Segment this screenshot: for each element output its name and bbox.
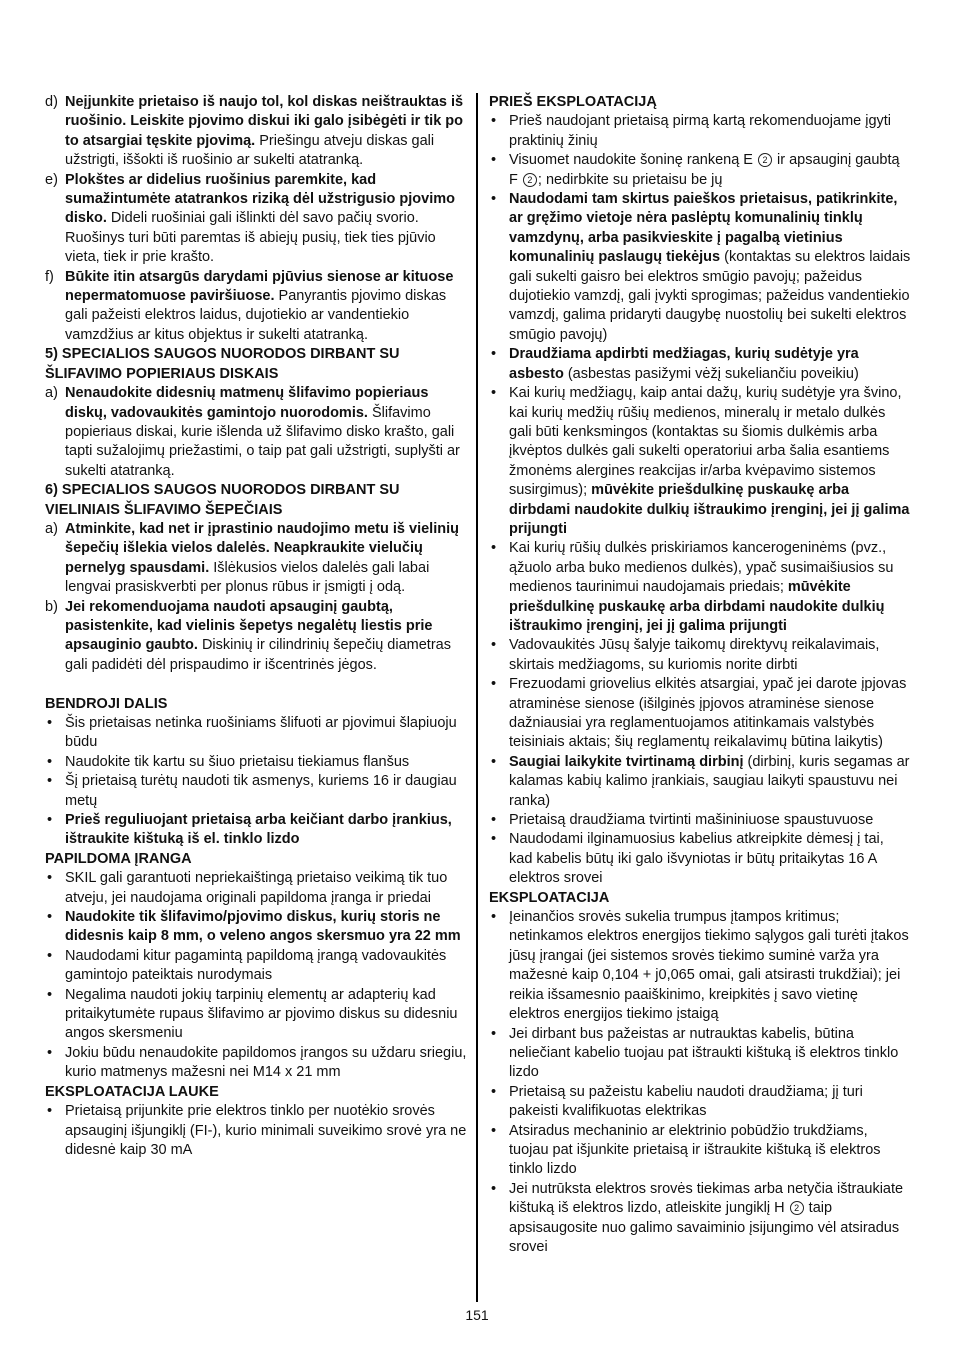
list-item [489,1083,911,1122]
list-item [489,1122,911,1180]
item-bold: Neįjunkite prietaiso iš naujo tol, kol diskas neištrauktas iš ruošinio. Leiskite pjovimo diskui iki galo įsibėgėti ir tik po to atsargiai tęskite pjovimą. [65,94,464,149]
item-text: Prieš naudojant prietaisą pirmą kartą rekomenduojame įgyti praktinių žinių [509,113,892,149]
item-f [45,268,467,346]
bullet: • [491,1083,497,1100]
item-bold: Saugiai laikykite tvirtinamą dirbinį [509,753,744,770]
figure-ref-2-icon: 2 [790,1201,804,1215]
item-bold: Plokštes ar didelius ruošinius paremkite, kad sumažintumėte atatrankos riziką dėl užstrigusio pjovimo disko. [65,171,455,227]
list-item [489,190,911,345]
column-divider [476,93,478,1302]
item-bold: Jei rekomenduojama naudoti apsauginį gaubtą, pasistenkite, kad vielinis šepetys negalėtų liestis prie apsauginio gaubto. [65,598,433,654]
item-label: a) [45,385,58,402]
list-item [45,947,467,986]
item-text: Naudodami kitur pagamintą papildomą įrangą vadovaukitės gamintojo pateiktais nurodymais [65,947,447,984]
list-item [489,753,911,811]
item-text: Šlifavimo popieriaus diskai, kurie išlenda už šlifavimo disko krašto, gali tapti sužalojimų priežastimi, o taip pat gali užstrigti, suplyšti ar sukelti atatranką. [65,404,460,479]
item-text: Vadovaukitės Jūsų šalyje taikomų direktyvų reikalavimais, skirtais medžiagoms, su kuriomis norite dirbti [509,637,880,673]
list-item [489,908,911,1024]
list-item [489,345,911,384]
item-bold: mūvėkite priešdulkinę puskaukę arba dirbdami naudokite dulkių ištraukimo įrenginį, jei jį galima prijungti [509,579,885,634]
bullet: • [491,385,497,402]
item-text: Šis prietaisas netinka ruošiniams šlifuoti ar pjovimui šlapiuoju būdu [65,714,457,751]
bullet: • [491,637,497,654]
bullet: • [491,1122,497,1139]
item-d [45,93,467,171]
bullet: • [491,346,497,363]
item-text: Priešingu atveju diskas gali užstrigti, iššokti iš ruošinio ar sukelti atatranką. [65,132,435,169]
item-text: Kai kurių medžiagų, kaip antai dažų, kurių sudėtyje yra švino, kai kurių medžių rūšių medienos, mineralų ir metalo dulkės gali būti kenksmingos (kontaktas su šiomis dulkėmis arba įkvėptos dulkės gali sukelti operatoriui arba šalia esantiems žmonėms alergines reakcijas ir/arba kvėpavimo sistemos susirgimus); [509,385,902,499]
item-text: ir apsauginį gaubtą F [509,152,900,188]
bullet: • [47,714,53,731]
operation-heading: EKSPLOATACIJA [489,889,610,906]
section-5-heading: 5) SPECIALIOS SAUGOS NUORODOS DIRBANT SU ŠLIFAVIMO POPIERIAUS DISKAIS [45,346,400,382]
item-text: Atsiradus mechaninio ar elektrinio pobūdžio trukdžiams, tuojau pat išjunkite prietaisą ir ištraukite kištuką iš elektros tinklo lizdo [509,1122,881,1178]
item-text: Dideli ruošiniai gali išlinkti dėl savo pačių svorio. Ruošinys turi būti paremtas iš abiejų pusių, tiek ties pjūvio vieta, tiek ir prie krašto. [65,210,436,266]
bullet: • [491,1025,497,1042]
bullet: • [491,753,497,770]
item-text: Frezuodami griovelius elkitės atsargiai, ypač jei darote įpjovas atraminėse sienose (išilginės įpjovos atraminėse sienose dažniausiai yra reglamentuojamos atitinkamais valstybės teisiniais aktais; šių reglamentų reikalavimų būtina laikytis) [509,676,907,751]
bullet: • [47,947,53,964]
section-6-heading: 6) SPECIALIOS SAUGOS NUORODOS DIRBANT SU VIELINIAIS ŠLIFAVIMO ŠEPEČIAIS [45,482,400,518]
figure-ref-2-icon: 2 [758,153,772,167]
item-bold: Prieš reguliuojant prietaisą arba keičiant darbo įrankius, ištraukite kištuką iš el. tinklo lizdo [65,812,452,848]
page-number: 151 [465,1307,489,1323]
list-item [45,908,467,947]
item-e [45,171,467,268]
item-text: Visuomet naudokite šoninę rankeną E [509,152,758,169]
list-item [45,986,467,1044]
item-bold: Nenaudokite didesnių matmenų šlifavimo popieriaus diskų, vadovaukitės gamintojo nuorodomis. [65,385,429,421]
item-bold: Naudodami tam skirtus paieškos prietaisus, patikrinkite, ar gręžimo vietoje nėra paslėptų komunalinių tinklų vamzdynų, arba pasikvieskite į pagalbą vietinius komunalinių paslaugų tiekėjus [509,191,898,266]
bullet: • [47,773,53,790]
bullet: • [47,753,53,770]
list-item [45,1044,467,1083]
item-text: Jei nutrūksta elektros srovės tiekimas arba netyčia ištraukiate kištuką iš elektros lizdo, atleiskite jungiklį H [509,1180,904,1217]
bullet: • [47,909,53,926]
item-bold: Naudokite tik šlifavimo/pjovimo diskus, kurių storis ne didesnis kaip 8 mm, o veleno angos skersmuo yra 22 mm [65,909,461,945]
item-6a [45,520,467,598]
list-item [489,811,911,830]
bullet: • [47,870,53,887]
list-item [489,675,911,753]
bullet: • [491,1180,497,1197]
item-bold: mūvėkite priešdulkinę puskaukę arba dirbdami naudokite dulkių ištraukimo įrenginį, jei jį galima prijungti [509,482,910,537]
item-text: (asbestas pasižymi vėžį sukeliančiu poveikiu) [563,365,859,382]
item-text: Prietaisą draudžiama tvirtinti mašininiuose spaustuvuose [509,812,874,829]
item-text: Naudokite tik kartu su šiuo prietaisu tiekiamus flanšus [65,753,410,770]
general-heading: BENDROJI DALIS [45,695,168,712]
before-use-heading: PRIEŠ EKSPLOATACIJĄ [489,94,657,110]
bullet: • [47,986,53,1003]
item-label: f) [45,268,54,285]
item-text: Prietaisą prijunkite prie elektros tinklo per nuotėkio srovės apsauginį išjungiklį (FI-), kurio minimali suveikimo srovė yra ne didesnė kaip 30 mA [65,1103,467,1158]
item-text: Naudodami ilginamuosius kabelius atkreipkite dėmesį į tai, kad kabelis būtų iki galo išvyniotas ir būtų pritaikytas 16 A elektros srovei [509,831,884,887]
bullet: • [491,191,497,208]
item-text: Prietaisą su pažeistu kabeliu naudoti draudžiama; jį turi pakeisti kvalifikuotas elektrikas [509,1083,863,1120]
list-item [45,772,467,811]
list-item [489,1180,911,1258]
list-item [489,151,911,190]
list-item [489,1025,911,1083]
list-item [489,112,911,151]
item-bold: Draudžiama apdirbti medžiagas, kurių sudėtyje yra asbesto [509,346,859,382]
item-6b [45,598,467,676]
list-item [45,1102,467,1160]
item-label: b) [45,598,58,615]
item-label: a) [45,520,58,537]
item-label: e) [45,171,58,188]
bullet: • [491,152,497,169]
bullet: • [491,909,497,926]
bullet: • [491,113,497,130]
list-item [45,753,467,772]
right-column [489,93,911,1257]
left-column [45,93,467,1160]
bullet: • [491,540,497,557]
list-item [489,384,911,539]
accessories-heading: PAPILDOMA ĮRANGA [45,850,192,867]
item-bold: Atminkite, kad net ir įprastinio naudojimo metu iš vielinių šepečių išlekia vielos dalelės. Neapkraukite vielučių pernelyg spausdami. [65,520,459,576]
bullet: • [491,812,497,829]
outdoor-heading: EKSPLOATACIJA LAUKE [45,1083,219,1100]
bullet: • [491,676,497,693]
bullet: • [47,1103,53,1120]
item-5a [45,384,467,481]
list-item [45,811,467,850]
list-item [489,539,911,636]
item-bold: Būkite itin atsargūs darydami pjūvius sienose ar kituose nepermatomuose paviršiuose. [65,268,454,305]
item-label: d) [45,94,58,110]
item-text: Diskinių ir cilindrinių šepečių diametras gali padidėti dėl prispaudimo ir išcentrinės jėgos. [65,637,451,673]
item-text: Jokiu būdu nenaudokite papildomos įrangos su uždaru sriegiu, kurio matmenys mažesni nei M14 x 21 mm [65,1044,467,1081]
item-text: (dirbinį, kuris segamas ar kalamas kabių kalimo įrankiais, saugiau laikyti spaustuvu nei ranka) [509,753,910,809]
item-text: SKIL gali garantuoti nepriekaištingą prietaiso veikimą tik tuo atveju, jei naudojama originali papildoma įranga ir priedai [65,870,448,906]
list-item [489,830,911,888]
item-text: Šį prietaisą turėtų naudoti tik asmenys, kuriems 16 ir daugiau metų [65,773,457,809]
list-item [45,869,467,908]
item-text: Panyrantis pjovimo diskas gali pažeisti elektros laidus, dujotiekio ar vandentiekio vamzdžius ar kitus objektus ir sukelti atatranką. [65,288,447,343]
bullet: • [491,831,497,848]
item-text: Jei dirbant bus pažeistas ar nutrauktas kabelis, būtina neliečiant kabelio tuojau pat ištraukti kištuką iš elektros tinklo lizdo [509,1025,899,1081]
list-item [489,636,911,675]
item-text: (kontaktas su elektros laidais gali sukelti gaisro bei elektros smūgio pavojų; pažeidus dujotiekio vamzdį, gali įvykti sprogimas; pažeidus vandentiekio vamzdį, galima pridaryti daugybę nuostolių bei sukelti elektros smūgio pavojų) [509,249,911,343]
list-item [45,714,467,753]
item-text: Įeinančios srovės sukelia trumpus įtampos kritimus; netinkamos elektros energijos tiekimo sąlygos gali turėti įtakos jūsų įrangai (jei sistemos srovės tiekimo suminė varža yra mažesnė kaip 0,104 + j0,065 omai, gali atsirasti trukdžiai); jei reikia išsamesnio paaiškinimo, kreipkitės į savo vietinę elektros energijos tiekimo įstaigą [509,909,909,1023]
item-text: Išlėkusios vielos dalelės gali labai lengvai prasiskverbti per plonus rūbus ir įsmigti į odą. [65,559,430,596]
figure-ref-2-icon: 2 [523,173,537,187]
item-text: Kai kurių rūšių dulkės priskiriamos kancerogeninėms (pvz., ąžuolo arba buko medienos dulkės), ypač susimaišiusios su medienos taurinimui naudojamais priedais; [509,540,894,596]
bullet: • [47,812,53,829]
item-text: Negalima naudoti jokių tarpinių elementų ar adapterių kad pritaikytumėte rupaus šlifavimo ar pjovimo diskus su didesniu angos skersmeniu [65,986,458,1042]
item-text: taip apsisaugosite nuo galimo savaiminio įsijungimo vėl atsiradus srovei [509,1200,900,1255]
item-text: ; nedirbkite su prietaisu be jų [537,171,723,188]
bullet: • [47,1044,53,1061]
